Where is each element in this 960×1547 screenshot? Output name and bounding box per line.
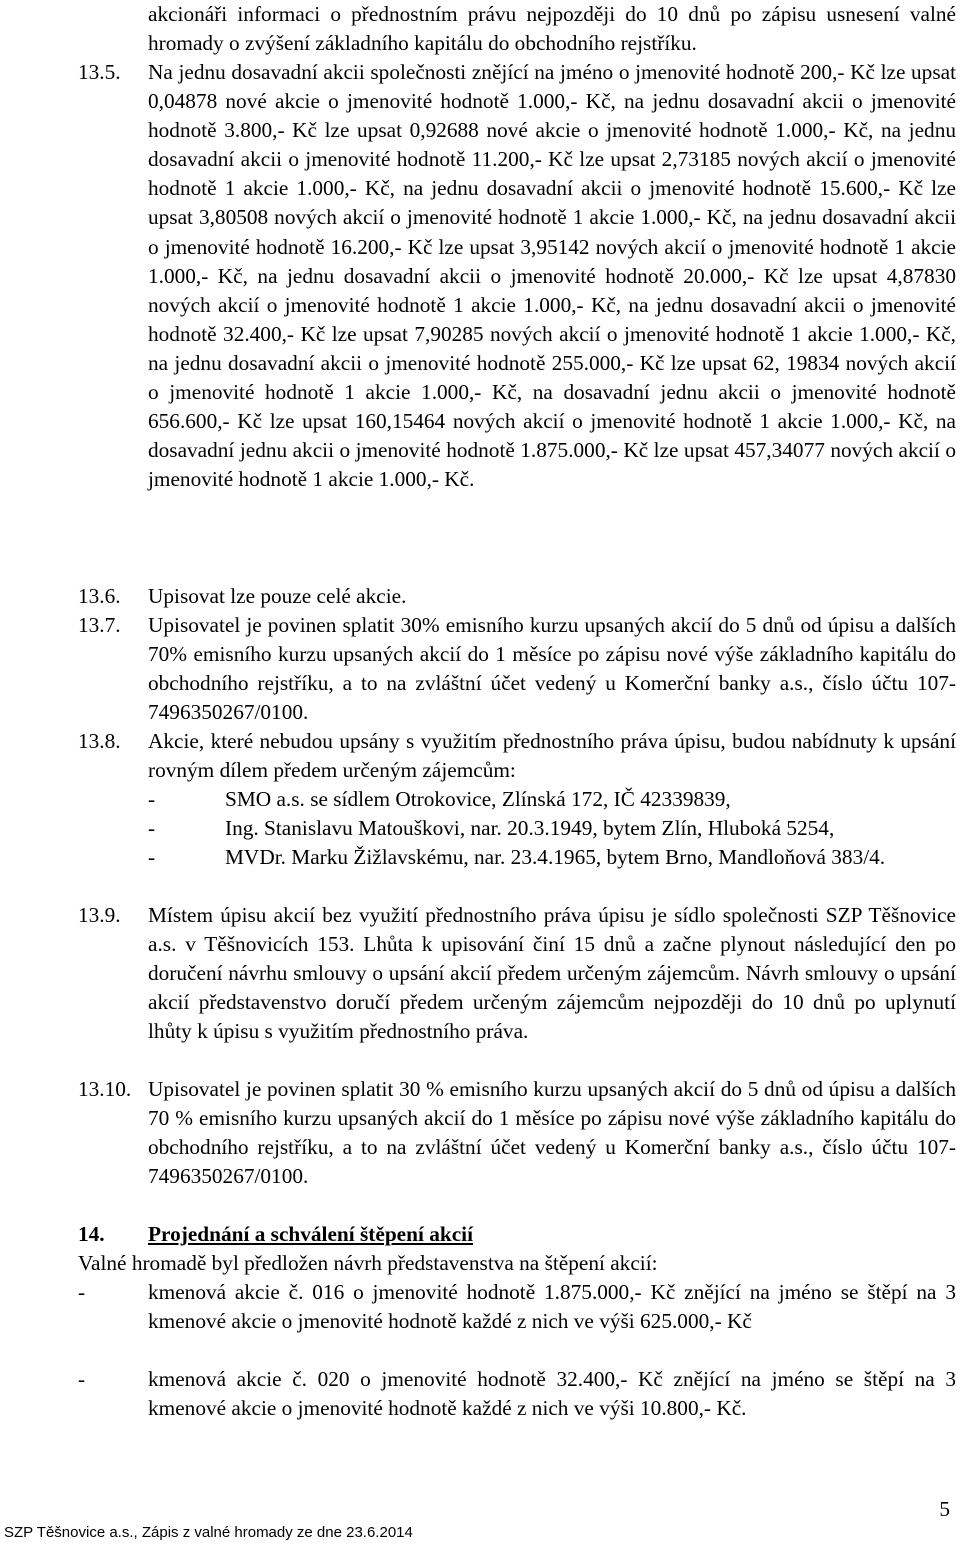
item-number: 13.5. (78, 60, 121, 84)
item-number: 13.9. (78, 903, 121, 927)
item-text: Akcie, které nebudou upsány s využitím přednostního práva úpisu, budou nabídnuty k upsání rovným dílem předem určeným zájemcům: (148, 729, 956, 783)
item-text: Místem úpisu akcií bez využití přednostního práva úpisu je sídlo společnosti SZP Těšnovice a.s. v Těšnovicích 153. Lhůta k upisování činí 15 dnů a začne plynout následující den po doručení návrhu smlouvy o upsání akcií předem určeným zájemcům. Návrh smlouvy o upsání akcií představenstvo doručí předem určeným zájemcům nejpozději do 10 dnů po uplynutí lhůty k úpisu s využitím přednostního práva. (148, 903, 956, 1044)
item-text: Upisovat lze pouze celé akcie. (148, 584, 407, 608)
subscriber-item: MVDr. Marku Žižlavskému, nar. 23.4.1965, bytem Brno, Mandloňová 383/4. (225, 845, 886, 869)
intro-paragraph: akcionáři informaci o přednostním právu nejpozději do 10 dnů po zápisu usnesení valné hromady o zvýšení základního kapitálu do obchodního rejstříku. (148, 2, 956, 56)
item-text: Upisovatel je povinen splatit 30 % emisního kurzu upsaných akcií do 5 dnů od úpisu a dalších 70 % emisního kurzu upsaných akcií do 1 měsíce po zápisu nové výše základního kapitálu do obchodního rejstříku, a to na zvláštní účet vedený u Komerční banky a.s., číslo účtu 107-7496350267/0100. (148, 1077, 956, 1189)
item-number: 13.10. (78, 1077, 132, 1101)
item-text: Na jednu dosavadní akcii společnosti znějící na jméno o jmenovité hodnotě 200,- Kč lze upsat 0,04878 nové akcie o jmenovité hodnotě 1.000,- Kč, na jednu dosavadní akcii o jmenovité hodnotě 3.800,- Kč lze upsat 0,92688 nové akcie o jmenovité hodnotě 1.000,- Kč, na jednu dosavadní akcii o jmenovité hodnotě 11.200,- Kč lze upsat 2,73185 nových akcií o jmenovité hodnotě 1 akcie 1.000,- Kč, na jednu dosavadní akcii o jmenovité hodnotě 15.600,- Kč lze upsat 3,80508 nových akcií o jmenovité hodnotě 1 akcie 1.000,- Kč, na jednu dosavadní akcii o jmenovité hodnotě 16.200,- Kč lze upsat 3,95142 nových akcií o jmenovité hodnotě 1 akcie 1.000,- Kč, na jednu dosavadní akcii o jmenovité hodnotě 20.000,- Kč lze upsat 4,87830 nových akcií o jmenovité hodnotě 1 akcie 1.000,- Kč, na jednu dosavadní akcii o jmenovité hodnotě 32.400,- Kč lze upsat 7,90285 nových akcií o jmenovité hodnotě 1 akcie 1.000,- Kč, na jednu dosavadní akcii o jmenovité hodnotě 255.000,- Kč lze upsat 62, 19834 nových akcií o jmenovité hodnotě 1 akcie 1.000,- Kč, na dosavadní jednu akcii o jmenovité hodnotě 656.600,- Kč lze upsat 160,15464 nových akcií o jmenovité hodnotě 1 akcie 1.000,- Kč, na dosavadní jednu akcii o jmenovité hodnotě 1.875.000,- Kč lze upsat 457,34077 nových akcií o jmenovité hodnotě 1 akcie 1.000,- Kč. (148, 60, 956, 492)
list-dash: - (78, 1280, 86, 1304)
page-footer: SZP Těšnovice a.s., Zápis z valné hromady ze dne 23.6.2014 (4, 1524, 413, 1541)
list-dash: - (148, 816, 156, 840)
item-text: Upisovatel je povinen splatit 30% emisního kurzu upsaných akcií do 5 dnů od úpisu a dalších 70% emisního kurzu upsaných akcií do 1 měsíce po zápisu nové výše základního kapitálu do obchodního rejstříku, a to na zvláštní účet vedený u Komerční banky a.s., číslo účtu 107-7496350267/0100. (148, 613, 956, 725)
page-number: 5 (939, 1497, 950, 1521)
item-number: 13.6. (78, 584, 121, 608)
section-title: Projednání a schválení štěpení akcií (148, 1222, 473, 1246)
item-number: 13.7. (78, 613, 121, 637)
list-dash: - (148, 845, 156, 869)
list-dash: - (148, 787, 156, 811)
section-intro: Valné hromadě byl předložen návrh představenstva na štěpení akcií: (78, 1251, 658, 1275)
split-item: kmenová akcie č. 020 o jmenovité hodnotě 32.400,- Kč znějící na jméno se štěpí na 3 kmenové akcie o jmenovité hodnotě každé z nich ve výši 10.800,- Kč. (148, 1367, 956, 1421)
subscriber-item: Ing. Stanislavu Matouškovi, nar. 20.3.1949, bytem Zlín, Hluboká 5254, (225, 816, 835, 840)
split-item: kmenová akcie č. 016 o jmenovité hodnotě 1.875.000,- Kč znějící na jméno se štěpí na 3 kmenové akcie o jmenovité hodnotě každé z nich ve výši 625.000,- Kč (148, 1280, 956, 1334)
item-number: 13.8. (78, 729, 121, 753)
subscriber-item: SMO a.s. se sídlem Otrokovice, Zlínská 172, IČ 42339839, (225, 787, 731, 811)
list-dash: - (78, 1367, 86, 1391)
section-number: 14. (78, 1222, 105, 1246)
